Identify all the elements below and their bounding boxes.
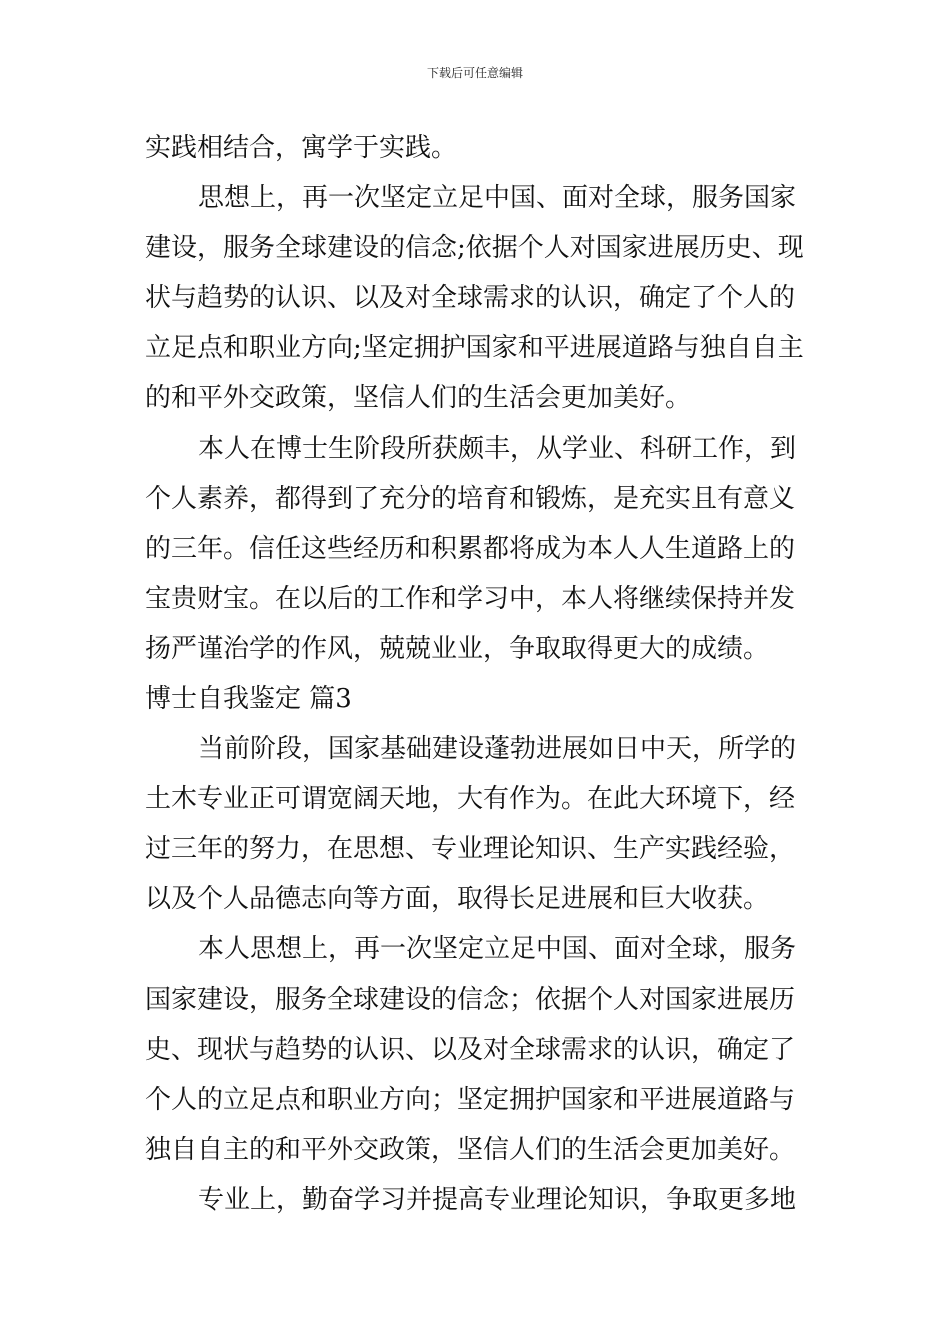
section-heading: 博士自我鉴定 篇3: [145, 684, 352, 714]
text-line: 立足点和职业方向;坚定拥护国家和平进展道路与独自自主: [145, 333, 804, 363]
text-line: 个人素养，都得到了充分的培育和锻炼，是充实且有意义: [145, 484, 796, 514]
paragraph-first-line: 思想上，再一次坚定立足中国、面对全球，服务国家: [198, 183, 797, 213]
text-line: 建设，服务全球建设的信念;依据个人对国家进展历史、现: [145, 233, 804, 263]
text-line: 的三年。信任这些经历和积累都将成为本人人生道路上的: [145, 534, 796, 564]
text-line: 的和平外交政策，坚信人们的生活会更加美好。: [145, 383, 692, 413]
text-line: 个人的立足点和职业方向；坚定拥护国家和平进展道路与: [145, 1085, 796, 1115]
paragraph-first-line: 本人思想上，再一次坚定立足中国、面对全球，服务: [198, 934, 797, 964]
text-line: 史、现状与趋势的认识、以及对全球需求的认识，确定了: [145, 1035, 796, 1065]
text-line: 实践相结合，寓学于实践。: [145, 133, 458, 163]
text-line: 扬严谨治学的作风，兢兢业业，争取取得更大的成绩。: [145, 634, 770, 664]
text-line: 国家建设，服务全球建设的信念；依据个人对国家进展历: [145, 985, 796, 1015]
text-line: 宝贵财宝。在以后的工作和学习中，本人将继续保持并发: [145, 584, 796, 614]
text-line: 土木专业正可谓宽阔天地，大有作为。在此大环境下，经: [145, 784, 796, 814]
text-line: 状与趋势的认识、以及对全球需求的认识，确定了个人的: [145, 283, 796, 313]
paragraph-first-line: 当前阶段，国家基础建设蓬勃进展如日中天，所学的: [198, 734, 797, 764]
paragraph-first-line: 本人在博士生阶段所获颇丰，从学业、科研工作，到: [198, 434, 797, 464]
paragraph-first-line: 专业上，勤奋学习并提高专业理论知识，争取更多地: [198, 1185, 797, 1215]
text-line: 过三年的努力，在思想、专业理论知识、生产实践经验，: [145, 834, 796, 864]
page-header: 下载后可任意编辑: [426, 66, 523, 80]
text-line: 独自自主的和平外交政策，坚信人们的生活会更加美好。: [145, 1135, 796, 1165]
text-line: 以及个人品德志向等方面，取得长足进展和巨大收获。: [145, 884, 770, 914]
